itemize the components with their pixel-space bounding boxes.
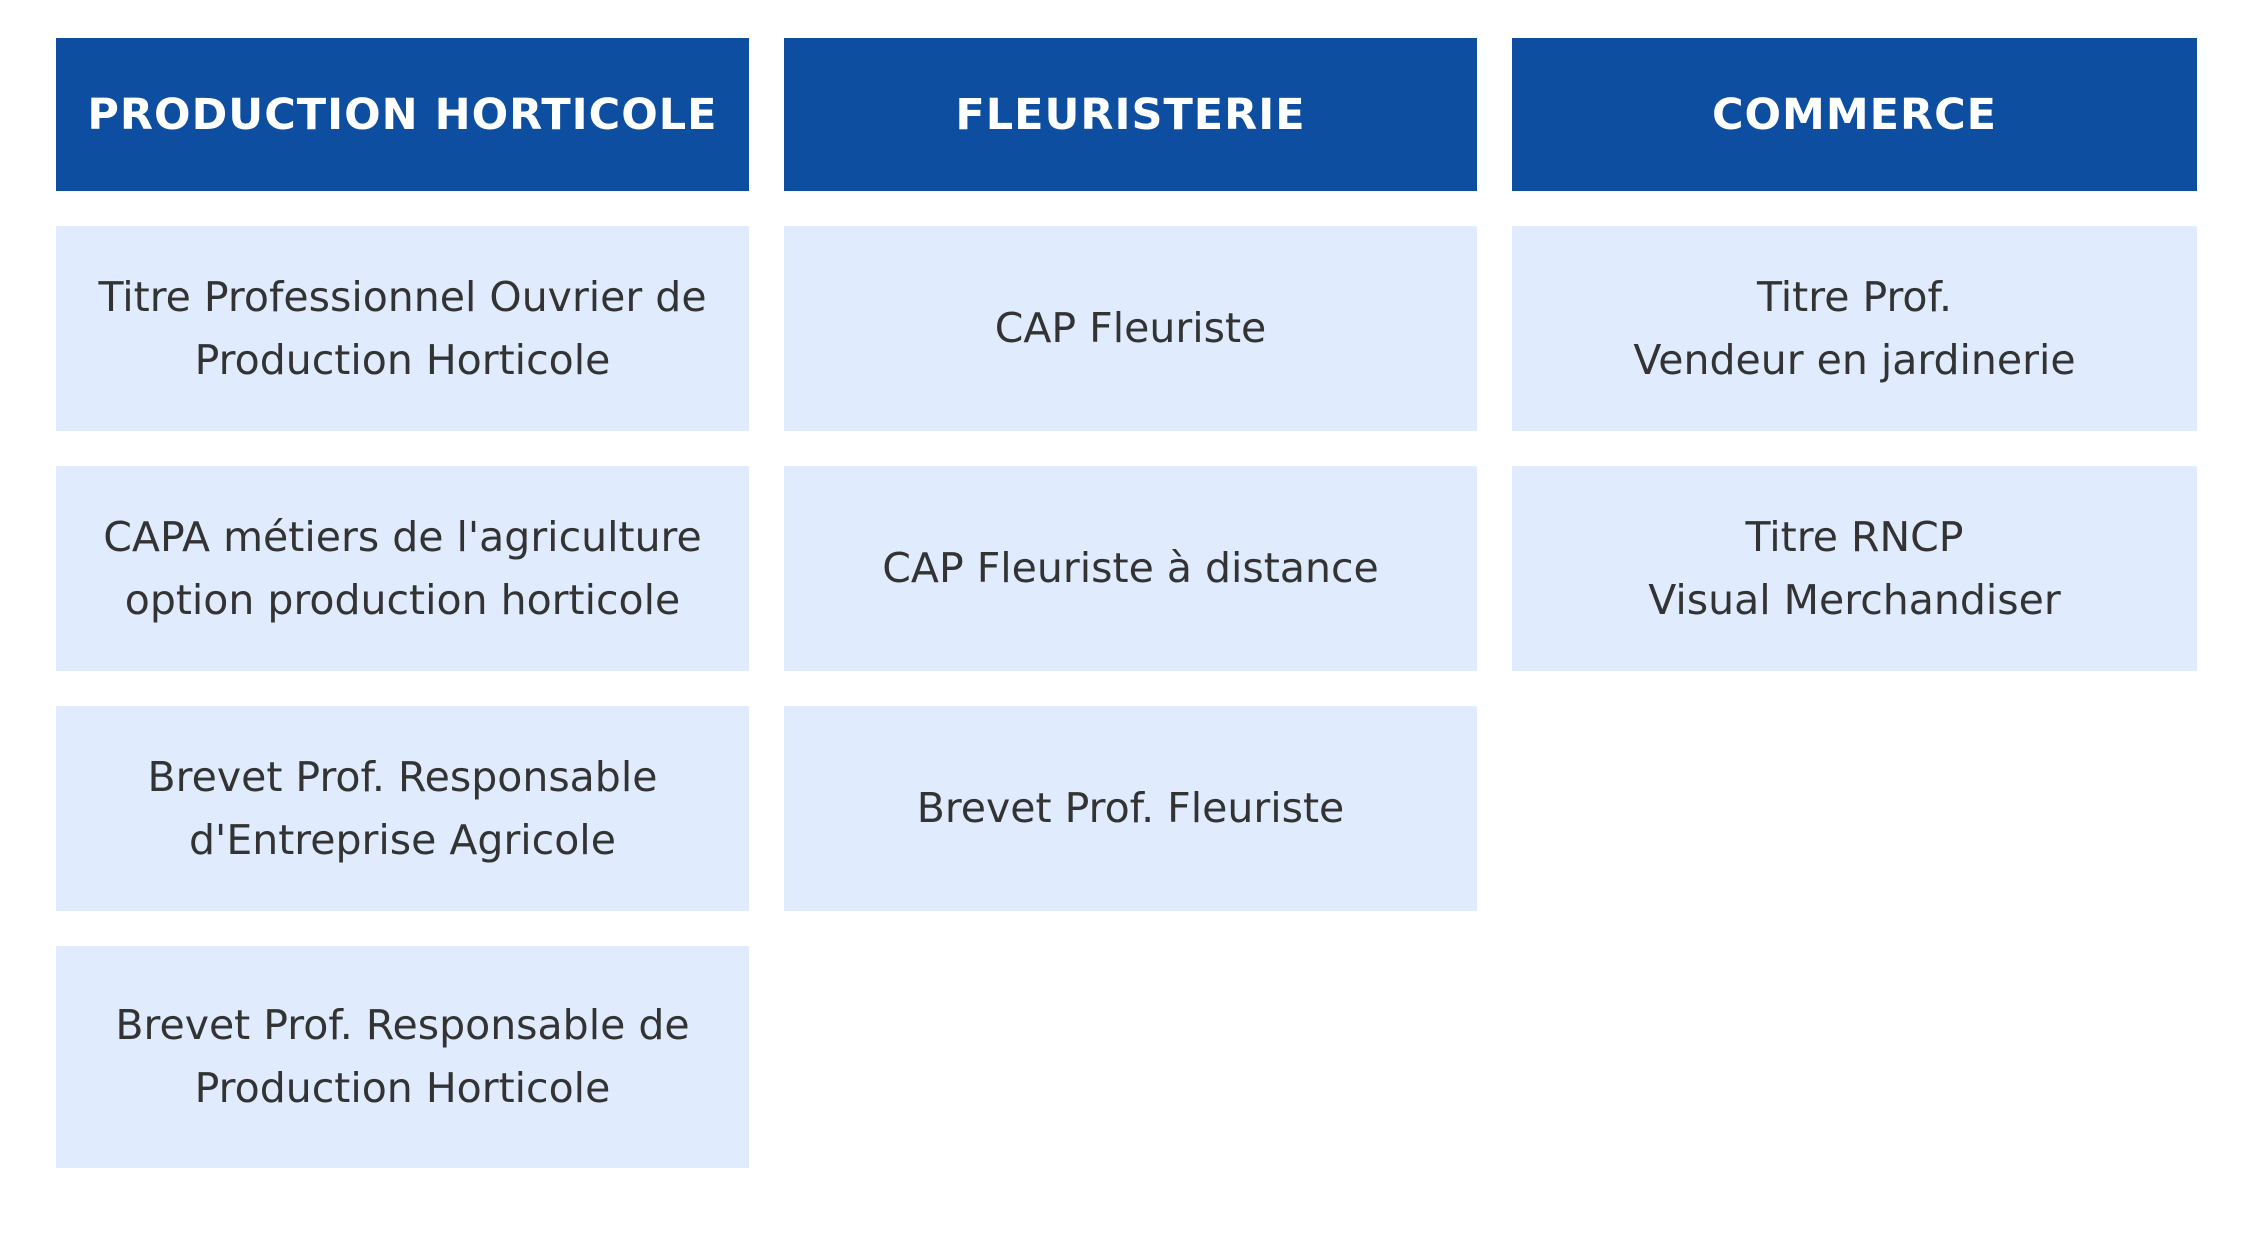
card-visual-merchandiser[interactable] (1512, 466, 2197, 671)
card-line: Titre Professionnel Ouvrier de (98, 272, 707, 321)
card-line: CAP Fleuriste à distance (882, 544, 1379, 592)
card-bp-responsable-production[interactable] (56, 946, 749, 1168)
card-line: d'Entreprise Agricole (189, 815, 616, 864)
card-vendeur-jardinerie[interactable] (1512, 226, 2197, 431)
column-header: PRODUCTION HORTICOLE (56, 38, 749, 191)
card-line: Vendeur en jardinerie (1633, 335, 2076, 384)
card-line: Brevet Prof. Responsable de (115, 1001, 690, 1049)
card-line: Brevet Prof. Responsable (147, 752, 658, 801)
formation-board (56, 38, 2197, 1203)
card-line: Brevet Prof. Fleuriste (916, 784, 1345, 832)
card-line: option production horticole (124, 575, 681, 624)
card-line: Visual Merchandiser (1648, 575, 2061, 624)
card-bp-responsable-entreprise[interactable] (56, 706, 749, 911)
card-bp-fleuriste[interactable] (784, 706, 1477, 911)
card-line: Titre RNCP (1745, 512, 1964, 561)
card-titre-pro-ouvrier[interactable] (56, 226, 749, 431)
card-cap-fleuriste-distance[interactable] (784, 466, 1477, 671)
card-line: Production Horticole (194, 1064, 611, 1112)
card-capa-metiers[interactable] (56, 466, 749, 671)
column-header: COMMERCE (1512, 38, 2197, 191)
column-header: FLEURISTERIE (784, 38, 1477, 191)
card-line: CAPA métiers de l'agriculture (103, 512, 702, 561)
card-line: Production Horticole (194, 335, 611, 384)
card-line: Titre Prof. (1756, 272, 1952, 321)
column-production-horticole (56, 38, 749, 1203)
column-fleuristerie (784, 38, 1477, 1203)
card-line: CAP Fleuriste (994, 304, 1267, 352)
column-commerce (1512, 38, 2197, 1203)
card-cap-fleuriste[interactable] (784, 226, 1477, 431)
